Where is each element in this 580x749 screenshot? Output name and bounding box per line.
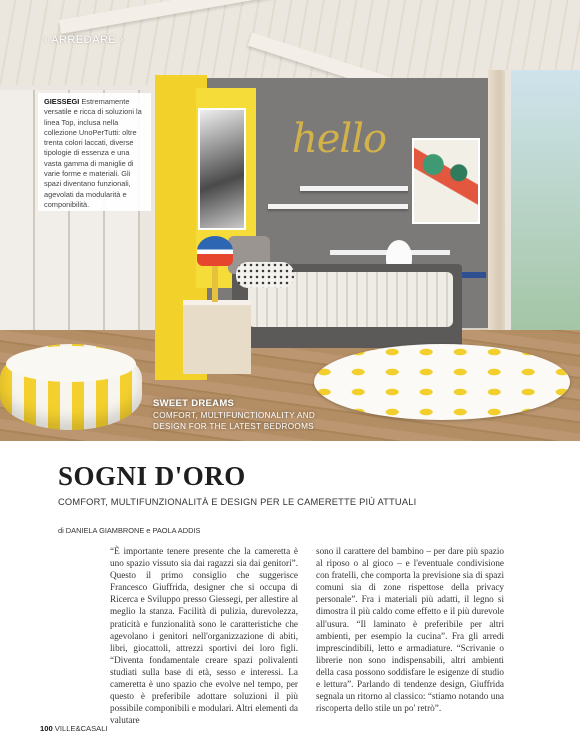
black-white-poster [198, 108, 246, 230]
dotted-pillow [236, 262, 294, 288]
framed-artwork [412, 138, 480, 224]
lamp-stand [212, 264, 218, 302]
english-caption-line-2: DESIGN FOR THE LATEST BEDROOMS [153, 422, 314, 431]
wall-shelf [268, 204, 408, 209]
round-rug [314, 344, 570, 420]
magazine-name: VILLE&CASALI [54, 724, 108, 733]
photo-caption-box [38, 93, 151, 211]
article-column-2 [316, 545, 504, 714]
hello-wall-sign: hello [292, 116, 387, 162]
english-caption-title: SWEET DREAMS [153, 398, 235, 409]
page-footer [40, 724, 108, 733]
section-kicker: ‹ ARREDARE › [44, 34, 124, 46]
wall-shelf [300, 186, 408, 191]
article-column-1 [110, 545, 298, 726]
english-caption [153, 398, 315, 432]
photo-caption [44, 97, 145, 210]
article-paragraph: “È importante tenere presente che la cameretta è uno spazio vissuto sia dai ragazzi sia dai genitori”. Questo il primo consiglio che suggerisce Francesco Giuffrida, designer che si occupa di Ricerca e Sviluppo presso Giessegi, per allestire al meglio la stanza. Facilità di pulizia, durevolezza, praticità e funzionalità sono le caratteristiche che agevolano i genitori nell'organizzazione di abiti, libri, giocattoli, attrezzi sportivi dei loro figli. “Diventa fondamentale creare spazi polivalenti studiati sulla base di età, sesso e interessi. La cameretta è uno spazio che evolve nel tempo, per questo è preferibile adottare soluzioni il più possibile componibili e modulari. Altri elementi da valutare [110, 546, 298, 726]
article-standfirst: COMFORT, MULTIFUNZIONALITÀ E DESIGN PER LE CAMERETTE PIÙ ATTUALI [58, 497, 417, 507]
caption-brand: GIESSEGI [44, 97, 80, 106]
pouf-top [6, 346, 136, 382]
lamp-shade [197, 236, 233, 266]
caption-text: Estremamente versatile e ricca di soluzioni la linea Top, inclusa nella collezione UnoPerTutti: oltre trenta colori laccati, diverse tipologie di essenza e una vasta gamma di maniglie di varie forme e materiali. Gli spazi diventano funzionali, agevolati da modularità e componibilità. [44, 97, 142, 209]
nightstand [183, 300, 251, 374]
article-byline: di DANIELA GIAMBRONE e PAOLA ADDIS [58, 526, 201, 535]
article-headline: SOGNI D'ORO [58, 461, 246, 491]
english-caption-line-1: COMFORT, MULTIFUNCTIONALITY AND [153, 411, 316, 420]
window [505, 70, 580, 360]
article-paragraph: sono il carattere del bambino – per dare più spazio al riposo o al gioco – e l'eventuale condivisione con fratelli, che comporta la previsione sia di spazi comuni sia di zone rispettose della privacy personale”. Fra i materiali più adatti, il legno si dimostra il più caldo come effetto e il più durevole all'usura. “Il laminato è preferibile per altri ambienti, per esempio la cucina”. Fra gli arredi imprescindibili, letto e armadiature. “Scrivanie o librerie non sono indispensabili, altri ambienti della casa possono soddisfare le esigenze di studio e lettura”. Parlando di tendenze design, Giuffrida segnala un ritorno al classico: “stiamo notando una riscoperta dello stile un po' retrò”. [316, 546, 504, 714]
page-number: 100 [40, 724, 53, 733]
